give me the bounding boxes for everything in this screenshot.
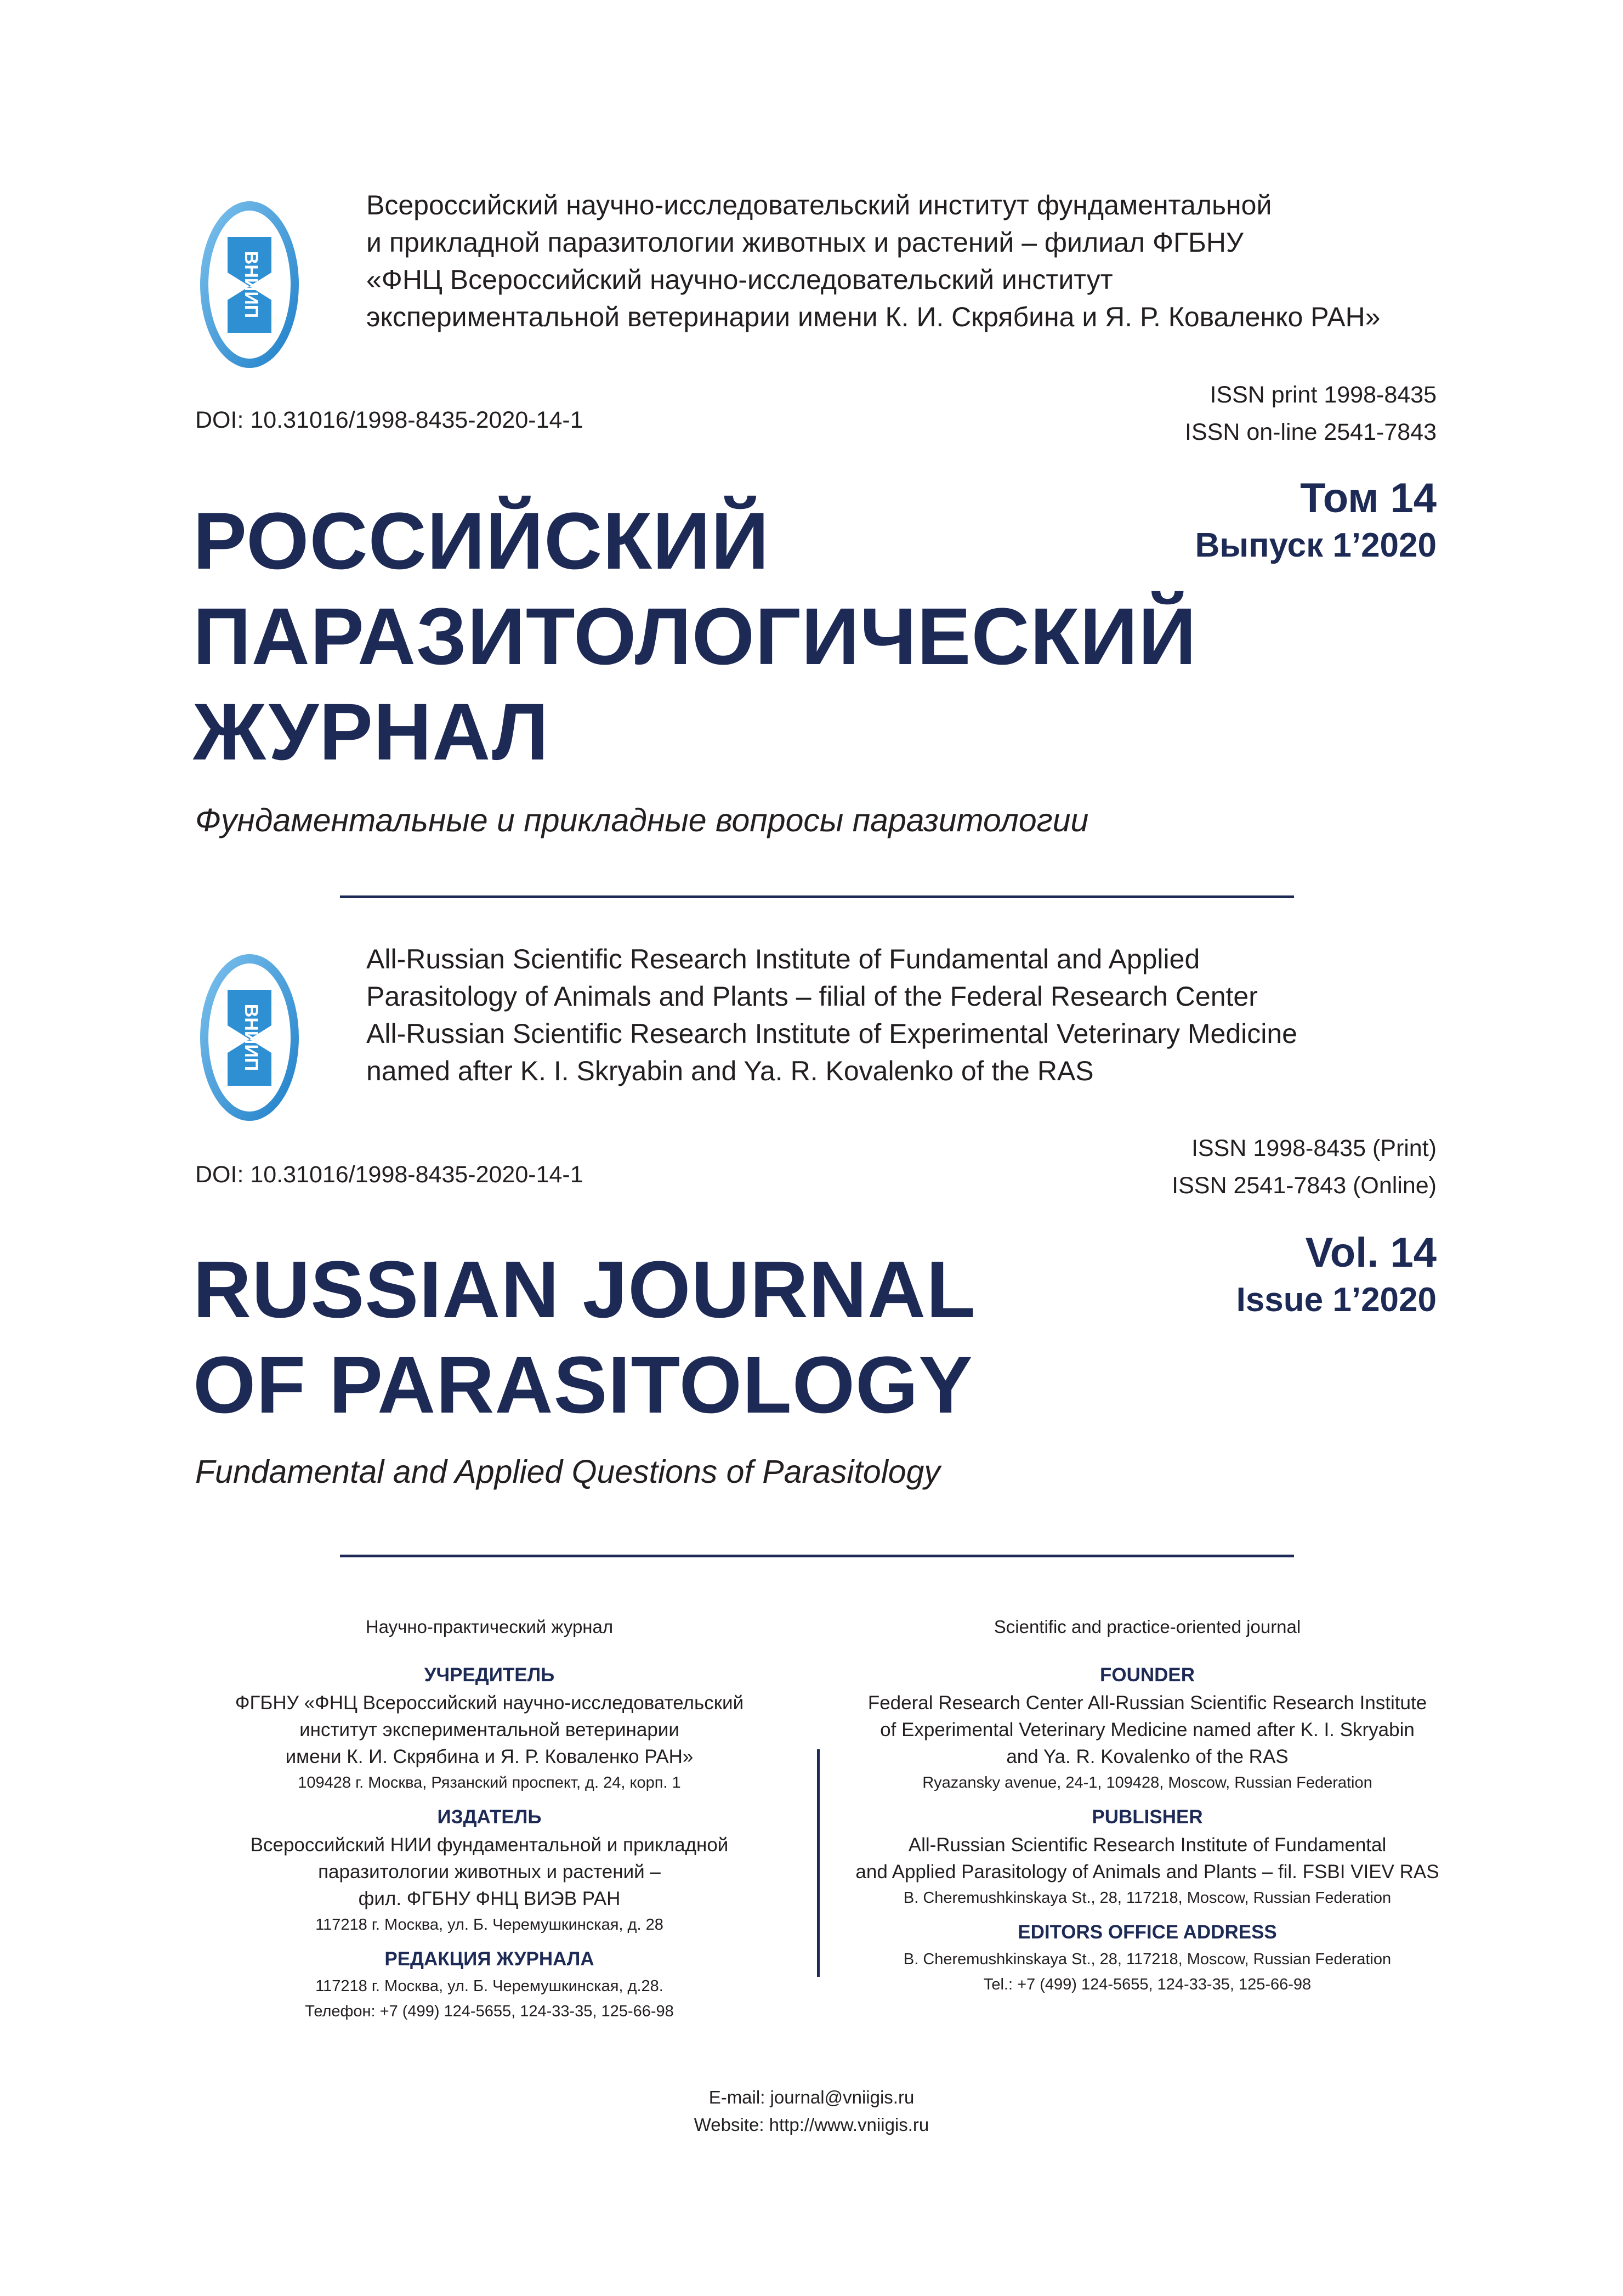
doi-ru: DOI: 10.31016/1998-8435-2020-14-1 [195, 407, 583, 433]
office-phone: Телефон: +7 (499) 124-5655, 124-33-35, 125-66-98 [305, 2003, 674, 2020]
office-phone: Tel.: +7 (499) 124-5655, 124-33-35, 125-66-98 [983, 1976, 1312, 1993]
publisher-heading: ИЗДАТЕЛЬ [437, 1806, 542, 1828]
publisher-line: All-Russian Scientific Research Institute of Fundamental [908, 1834, 1387, 1856]
issue-label: Issue 1’2020 [1236, 1281, 1437, 1319]
journal-type: Scientific and practice-oriented journal [994, 1617, 1301, 1637]
publisher-line: паразитологии животных и растений – [318, 1861, 661, 1883]
volume-block-ru [1195, 474, 1437, 568]
institute-logo [197, 951, 302, 1124]
title-line: РОССИЙСКИЙ [193, 496, 770, 586]
issue-label: Выпуск 1’2020 [1195, 526, 1437, 564]
contact-footer [0, 2084, 1623, 2139]
office-heading: EDITORS OFFICE ADDRESS [1018, 1921, 1277, 1943]
divider [340, 1555, 1294, 1557]
office-heading: РЕДАКЦИЯ ЖУРНАЛА [384, 1948, 594, 1970]
founder-line: Federal Research Center All-Russian Scientific Research Institute [867, 1692, 1427, 1714]
publisher-address: B. Cheremushkinskaya St., 28, 117218, Moscow, Russian Federation [903, 1889, 1392, 1907]
founder-address: Ryazansky avenue, 24-1, 109428, Moscow, Russian Federation [922, 1774, 1372, 1792]
issn-block-en [1172, 1130, 1437, 1204]
journal-subtitle-ru: Фундаментальные и прикладные вопросы паразитологии [195, 802, 1089, 838]
founder-line: of Experimental Veterinary Medicine named after K. I. Skryabin [880, 1719, 1415, 1741]
email-link[interactable]: E-mail: journal@vniigis.ru [708, 2087, 915, 2107]
publisher-address: 117218 г. Москва, ул. Б. Черемушкинская, д. 28 [315, 1916, 663, 1934]
institute-line: All-Russian Scientific Research Institute of Experimental Veterinary Medicine [366, 1018, 1297, 1049]
institute-line: и прикладной паразитологии животных и растений – филиал ФГБНУ [366, 227, 1244, 258]
issn-block-ru [1185, 376, 1437, 451]
issn-print: ISSN print 1998-8435 [1210, 382, 1437, 408]
title-line: OF PARASITOLOGY [193, 1340, 973, 1430]
founder-address: 109428 г. Москва, Рязанский проспект, д. 24, корп. 1 [298, 1774, 681, 1792]
issn-online: ISSN 2541-7843 (Online) [1172, 1172, 1437, 1199]
title-line: RUSSIAN JOURNAL [193, 1245, 976, 1335]
website-link[interactable]: Website: http://www.vniigis.ru [694, 2114, 929, 2135]
column-divider [817, 1749, 820, 1977]
founder-heading: УЧРЕДИТЕЛЬ [424, 1664, 555, 1686]
volume-label: Том 14 [1300, 475, 1437, 521]
title-line: ПАРАЗИТОЛОГИЧЕСКИЙ [193, 592, 1197, 682]
institute-line: Всероссийский научно-исследовательский институт фундаментальной [366, 190, 1272, 220]
issn-print: ISSN 1998-8435 (Print) [1191, 1135, 1437, 1161]
volume-block-en [1236, 1228, 1437, 1323]
publisher-line: and Applied Parasitology of Animals and Plants – fil. FSBI VIEV RAS [855, 1861, 1439, 1883]
office-address: B. Cheremushkinskaya St., 28, 117218, Moscow, Russian Federation [903, 1951, 1392, 1968]
journal-title-en [193, 1242, 976, 1433]
office-address: 117218 г. Москва, ул. Б. Черемушкинская, д.28. [315, 1977, 663, 1995]
institute-line: «ФНЦ Всероссийский научно-исследовательский институт [366, 264, 1113, 295]
founder-line: имени К. И. Скрябина и Я. Р. Коваленко РАН» [285, 1746, 694, 1767]
founder-line: ФГБНУ «ФНЦ Всероссийский научно-исследовательский [235, 1692, 744, 1714]
founder-line: институт экспериментальной ветеринарии [299, 1719, 679, 1741]
publisher-line: фил. ФГБНУ ФНЦ ВИЭВ РАН [358, 1888, 621, 1909]
institute-name-ru [366, 186, 1381, 336]
institute-line: named after K. I. Skryabin and Ya. R. Kovalenko of the RAS [366, 1056, 1094, 1086]
volume-label: Vol. 14 [1305, 1229, 1437, 1276]
institute-line: экспериментальной ветеринарии имени К. И. Скрябина и Я. Р. Коваленко РАН» [366, 302, 1381, 332]
divider [340, 895, 1294, 898]
institute-name-en [366, 940, 1297, 1090]
institute-logo [197, 199, 302, 371]
info-column-ru [164, 1615, 814, 2032]
doi-en: DOI: 10.31016/1998-8435-2020-14-1 [195, 1161, 583, 1188]
issn-online: ISSN on-line 2541-7843 [1185, 419, 1437, 445]
logo-lettering: ВНИИП [241, 251, 262, 319]
journal-title-ru [193, 494, 1197, 780]
founder-heading: FOUNDER [1099, 1664, 1195, 1686]
logo-lettering: ВНИИП [241, 1004, 262, 1072]
founder-line: and Ya. R. Kovalenko of the RAS [1006, 1746, 1289, 1767]
institute-line: Parasitology of Animals and Plants – filial of the Federal Research Center [366, 981, 1258, 1012]
institute-line: All-Russian Scientific Research Institute of Fundamental and Applied [366, 944, 1200, 974]
publisher-heading: PUBLISHER [1092, 1806, 1203, 1828]
title-line: ЖУРНАЛ [193, 687, 549, 777]
info-column-en [822, 1615, 1472, 2005]
journal-type: Научно-практический журнал [365, 1617, 614, 1637]
journal-subtitle-en: Fundamental and Applied Questions of Parasitology [195, 1454, 940, 1490]
publisher-line: Всероссийский НИИ фундаментальной и прикладной [250, 1834, 729, 1856]
